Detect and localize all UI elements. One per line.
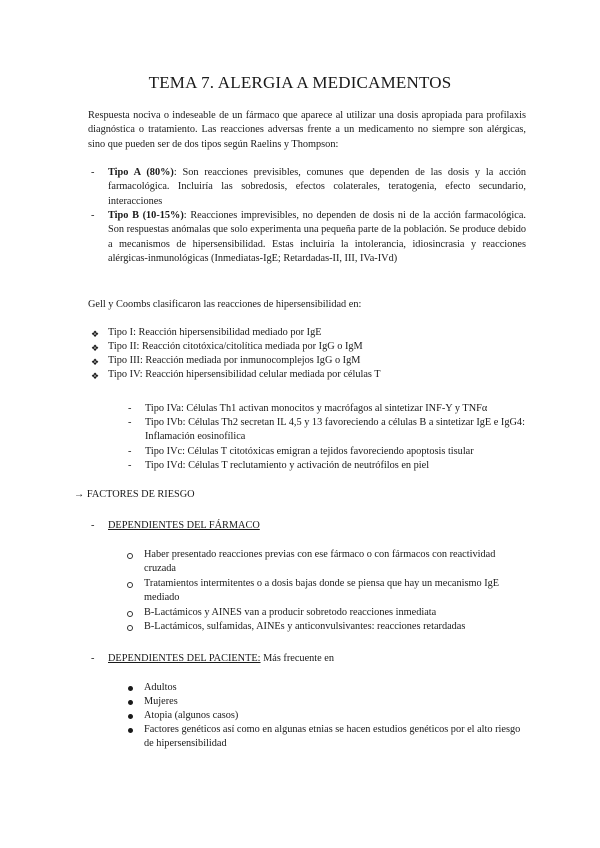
circle-bullet-icon [127,625,133,631]
dot-bullet-icon [128,686,133,691]
type-b-bullet: - [91,210,95,221]
diamond-bullet-icon: ❖ [91,371,100,381]
risk-factors-heading: → FACTORES DE RIESGO [74,489,195,500]
section-drug-heading [108,519,260,533]
patient-factor-item: Factores genéticos así como en algunas etnias se hacen estudios genéticos por el alto riesgo de hipersensibilidad [144,724,521,750]
section-patient-title: DEPENDIENTES DEL PACIENTE: [108,653,261,664]
section-drug-bullet: - [91,520,95,531]
dot-bullet-icon [128,714,133,719]
tipo-iv-item: Tipo IVb: Células Th2 secretan IL 4,5 y 13 favoreciendo a células B a sintetizar IgE e IgG4: Inflamación eosinofílica [145,417,525,443]
circle-bullet-icon [127,553,133,559]
dash-bullet: - [128,403,132,414]
type-a-label: Tipo A (80%) [108,167,174,178]
section-patient-suffix: Más frecuente en [260,653,335,664]
drug-factor-item: Tratamientos intermitentes o a dosis bajas donde se piensa que hay un mecanismo IgE mediado [144,578,500,604]
drug-factor-item: Haber presentado reacciones previas con ese fármaco o con fármacos con reactividad cruzada [144,549,496,575]
gell-type-item: Tipo III: Reacción mediada por inmunocomplejos IgG o IgM [108,355,361,366]
tipo-iv-item: Tipo IVa: Células Th1 activan monocitos y macrófagos al sintetizar INF-Y y TNFα [145,403,488,414]
patient-factor-item: Mujeres [144,696,178,707]
tipo-iv-item: Tipo IVd: Células T reclutamiento y activación de neutrófilos en piel [145,460,430,471]
patient-factor-item: Adultos [144,682,177,693]
patient-factor-item: Atopia (algunos casos) [144,710,239,721]
drug-factor-item: B-Lactámicos y AINES van a producir sobretodo reacciones inmediata [144,607,437,618]
type-b-label: Tipo B (10-15%) [108,210,184,221]
section-drug-title: DEPENDIENTES DEL FÁRMACO [108,520,260,531]
page-title: TEMA 7. ALERGIA A MEDICAMENTOS [148,73,452,92]
type-b-item [108,209,526,266]
dash-bullet: - [128,446,132,457]
gell-type-item: Tipo I: Reacción hipersensibilidad mediado por IgE [108,327,322,338]
circle-bullet-icon [127,611,133,617]
intro-paragraph: Respuesta nociva o indeseable de un fármaco que aparece al utilizar una dosis apropiada para profilaxis diagnóstica o tratamiento. Las reacciones adversas frente a un medicamento no siempre son alérgicas, sino que pueden ser de dos tipos según Raelins y Thompson: [88,110,526,150]
type-a-text: : Son reacciones previsibles, comunes que dependen de las dosis y la acción farmacológica. Incluiría las sobredosis, efectos colaterales, teratogenia, efecto secundario, interacciones [108,167,526,207]
type-a-bullet: - [91,167,95,178]
circle-bullet-icon [127,582,133,588]
tipo-iv-item: Tipo IVc: Células T citotóxicas emigran a tejidos favoreciendo apoptosis tisular [145,446,474,457]
type-b-text: : Reacciones imprevisibles, no dependen de dosis ni de la acción farmacológica. Son respuestas anómalas que solo experimenta una pequeña parte de la población. Se produce debido a mecanismos de hipersensibilidad. Estas incluiría la intolerancia, idiosincrasia y reacciones alérgicas-inmunológicas (Inmediatas-IgE; Retardadas-II, III, IVa-IVd) [108,210,526,264]
section-patient-heading [108,652,334,666]
type-a-item [108,166,526,209]
dot-bullet-icon [128,700,133,705]
dash-bullet: - [128,460,132,471]
dash-bullet: - [128,417,132,428]
diamond-bullet-icon: ❖ [91,343,100,353]
gell-type-item: Tipo IV: Reacción hipersensibilidad celular mediada por células T [108,369,381,380]
diamond-bullet-icon: ❖ [91,357,100,367]
section-patient-bullet: - [91,653,95,664]
gell-intro: Gell y Coombs clasificaron las reacciones de hipersensibilidad en: [88,299,362,310]
diamond-bullet-icon: ❖ [91,329,100,339]
gell-type-item: Tipo II: Reacción citotóxica/citolítica mediada por IgG o IgM [108,341,363,352]
dot-bullet-icon [128,728,133,733]
drug-factor-item: B-Lactámicos, sulfamidas, AINEs y anticonvulsivantes: reacciones retardadas [144,621,466,632]
